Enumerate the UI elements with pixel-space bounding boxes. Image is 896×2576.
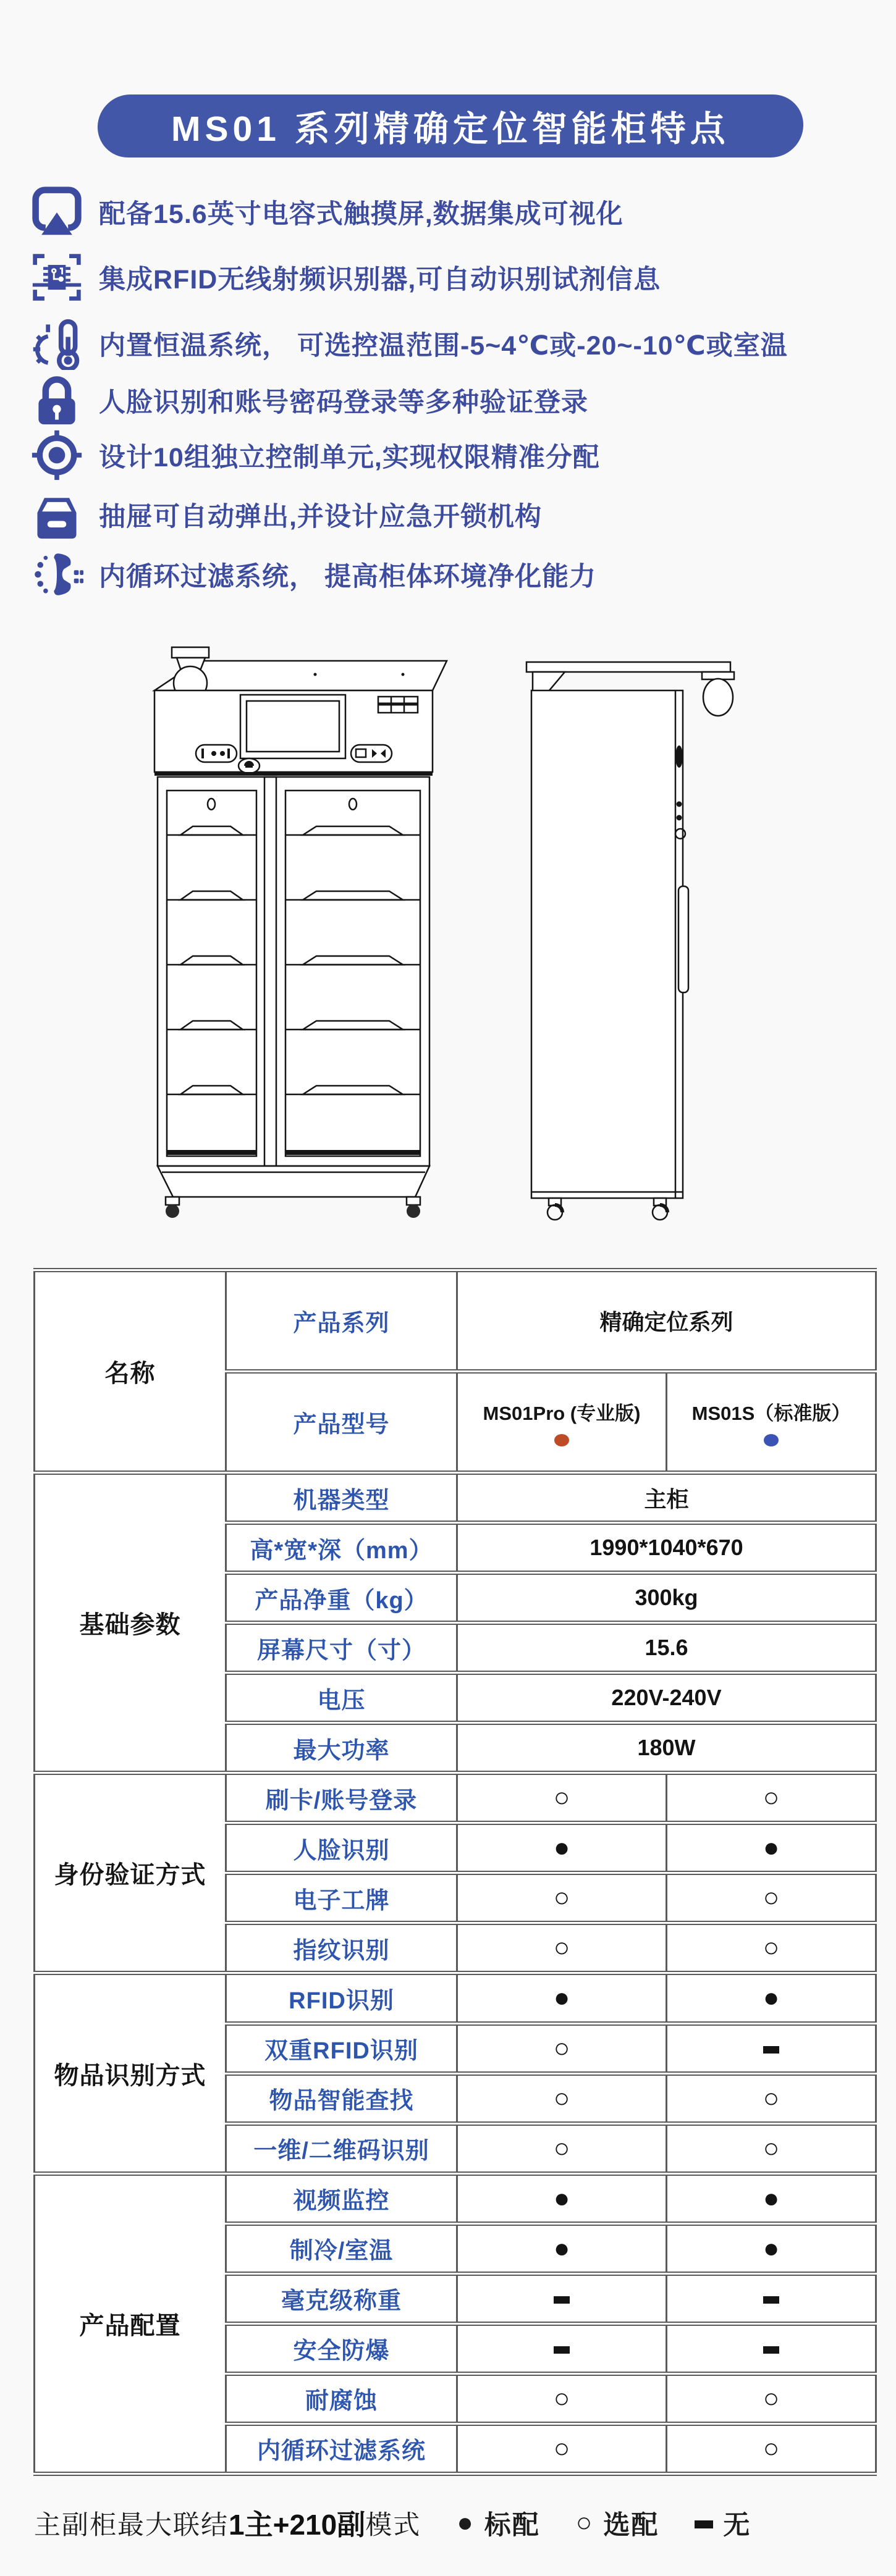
optional-symbol: ○ bbox=[553, 1882, 570, 1913]
none-symbol bbox=[554, 2346, 570, 2354]
model-name: MS01Pro (专业版) bbox=[483, 1403, 641, 1425]
value-cell: 180W bbox=[457, 1723, 876, 1773]
param-label: 一维/二维码识别 bbox=[226, 2123, 457, 2173]
param-label: 产品系列 bbox=[226, 1270, 457, 1372]
pro-symbol-cell bbox=[457, 2323, 667, 2373]
param-label: 人脸识别 bbox=[226, 1823, 457, 1873]
value-cell: 220V-240V bbox=[457, 1673, 876, 1723]
pro-symbol-cell bbox=[457, 1923, 667, 1973]
standard-symbol-cell bbox=[667, 1923, 876, 1973]
standard-symbol-cell bbox=[667, 2323, 876, 2373]
footer-legend bbox=[34, 2495, 881, 2551]
air-filter-icon bbox=[28, 546, 85, 603]
optional-symbol: ○ bbox=[553, 2083, 570, 2113]
optional-symbol: ○ bbox=[553, 2033, 570, 2063]
pro-symbol-cell bbox=[457, 2023, 667, 2073]
keyhole-drawing bbox=[239, 758, 260, 773]
legend-item-standard bbox=[457, 2504, 540, 2542]
param-label: 刷卡/账号登录 bbox=[226, 1773, 457, 1823]
optional-symbol: ○ bbox=[553, 2433, 570, 2464]
rfid-scan-icon bbox=[28, 249, 85, 306]
none-symbol bbox=[763, 2046, 779, 2054]
feature-text: 内置恒温系统， 可选控温范围-5~4℃或-20~-10℃或室温 bbox=[99, 330, 788, 361]
pro-symbol-cell bbox=[457, 2423, 667, 2473]
section-label: 产品配置 bbox=[35, 2173, 226, 2473]
standard-symbol: ● bbox=[553, 1832, 570, 1863]
standard-symbol-cell bbox=[667, 1773, 876, 1823]
feature-item bbox=[0, 248, 896, 307]
standard-symbol-cell bbox=[667, 2423, 876, 2473]
feature-text: 集成RFID无线射频识别器,可自动识别试剂信息 bbox=[99, 264, 661, 295]
feature-item bbox=[0, 426, 896, 485]
none-symbol bbox=[695, 2520, 713, 2528]
param-label: 视频监控 bbox=[226, 2173, 457, 2223]
pro-symbol-cell bbox=[457, 2123, 667, 2173]
table-row bbox=[35, 1773, 876, 1823]
cabinet-drawings bbox=[124, 642, 742, 1226]
legend-item-label: 选配 bbox=[603, 2510, 659, 2540]
value-cell: 15.6 bbox=[457, 1623, 876, 1673]
standard-symbol: ● bbox=[553, 1982, 570, 2013]
side-view-cabinet-drawing bbox=[526, 662, 734, 1220]
param-label: 内循环过滤系统 bbox=[226, 2423, 457, 2473]
param-label: RFID识别 bbox=[226, 1973, 457, 2023]
pro-symbol-cell bbox=[457, 2273, 667, 2323]
pro-symbol-cell bbox=[457, 2373, 667, 2423]
feature-item bbox=[0, 371, 896, 430]
standard-symbol-cell bbox=[667, 2273, 876, 2323]
model-color-dot bbox=[764, 1434, 779, 1446]
touchscreen-icon bbox=[28, 183, 85, 240]
optional-symbol: ○ bbox=[763, 2133, 780, 2163]
drawer-icon bbox=[28, 486, 85, 543]
spec-table bbox=[33, 1268, 877, 2476]
param-label: 最大功率 bbox=[226, 1723, 457, 1773]
pro-symbol-cell bbox=[457, 2223, 667, 2273]
standard-symbol-cell bbox=[667, 1823, 876, 1873]
standard-symbol-cell bbox=[667, 2123, 876, 2173]
none-symbol bbox=[554, 2296, 570, 2304]
optional-symbol: ○ bbox=[763, 2083, 780, 2113]
optional-symbol: ○ bbox=[553, 2383, 570, 2414]
table-row bbox=[35, 1973, 876, 2023]
section-label: 物品识别方式 bbox=[35, 1973, 226, 2173]
none-symbol bbox=[695, 2509, 713, 2536]
none-symbol bbox=[763, 2296, 779, 2304]
optional-symbol: ○ bbox=[575, 2507, 594, 2538]
standard-symbol: ● bbox=[763, 2233, 780, 2263]
feature-text: 人脸识别和账号密码登录等多种验证登录 bbox=[99, 387, 588, 417]
standard-symbol: ● bbox=[553, 2233, 570, 2263]
feature-text: 内循环过滤系统， 提高柜体环境净化能力 bbox=[99, 561, 596, 592]
optional-symbol: ○ bbox=[763, 1932, 780, 1963]
section-label: 身份验证方式 bbox=[35, 1773, 226, 1973]
header-banner bbox=[96, 94, 805, 157]
table-row bbox=[35, 2173, 876, 2223]
standard-symbol-cell bbox=[667, 2223, 876, 2273]
section-label: 基础参数 bbox=[35, 1473, 226, 1773]
optional-symbol: ○ bbox=[553, 2133, 570, 2163]
feature-item bbox=[0, 182, 896, 241]
standard-symbol: ● bbox=[457, 2507, 475, 2538]
section-label-name: 名称 bbox=[35, 1270, 226, 1473]
standard-symbol-cell bbox=[667, 2073, 876, 2123]
standard-symbol: ● bbox=[763, 2183, 780, 2213]
param-label: 指纹识别 bbox=[226, 1923, 457, 1973]
legend-suffix: 模式 bbox=[365, 2510, 421, 2540]
value-cell: 精确定位系列 bbox=[457, 1270, 876, 1372]
pro-symbol-cell bbox=[457, 2173, 667, 2223]
table-row bbox=[35, 1270, 876, 1372]
legend-item-optional bbox=[576, 2504, 659, 2542]
feature-text: 设计10组独立控制单元,实现权限精准分配 bbox=[99, 442, 600, 472]
table-row bbox=[35, 1473, 876, 1523]
legend-item-label: 无 bbox=[723, 2510, 751, 2540]
feature-text: 抽屉可自动弹出,并设计应急开锁机构 bbox=[99, 501, 542, 532]
lock-icon bbox=[28, 372, 85, 429]
standard-symbol-cell bbox=[667, 1873, 876, 1923]
param-label: 物品智能查找 bbox=[226, 2073, 457, 2123]
feature-text: 配备15.6英寸电容式触摸屏,数据集成可视化 bbox=[99, 199, 623, 229]
standard-symbol-cell bbox=[667, 1973, 876, 2023]
param-label: 耐腐蚀 bbox=[226, 2373, 457, 2423]
pro-symbol-cell bbox=[457, 1823, 667, 1873]
front-view-cabinet-drawing bbox=[154, 647, 447, 1218]
pro-symbol-cell bbox=[457, 1873, 667, 1923]
optional-symbol: ○ bbox=[763, 2433, 780, 2464]
target-icon bbox=[28, 427, 85, 484]
param-label: 电压 bbox=[226, 1673, 457, 1723]
legend-mode-bold: 1主+210副 bbox=[229, 2509, 366, 2541]
param-label: 屏幕尺寸（寸） bbox=[226, 1623, 457, 1673]
pro-symbol-cell bbox=[457, 1973, 667, 2023]
param-label: 高*宽*深（mm） bbox=[226, 1523, 457, 1573]
param-label: 安全防爆 bbox=[226, 2323, 457, 2373]
optional-symbol: ○ bbox=[553, 1932, 570, 1963]
standard-symbol-cell bbox=[667, 2173, 876, 2223]
pro-symbol-cell bbox=[457, 2073, 667, 2123]
param-label: 产品型号 bbox=[226, 1372, 457, 1473]
param-label: 电子工牌 bbox=[226, 1873, 457, 1923]
legend-item-label: 标配 bbox=[484, 2510, 540, 2540]
feature-item bbox=[0, 485, 896, 544]
optional-symbol: ○ bbox=[553, 1782, 570, 1813]
legend-prefix: 主副柜最大联结 bbox=[34, 2510, 229, 2540]
legend-item-none bbox=[695, 2504, 751, 2542]
feature-item bbox=[0, 314, 896, 373]
model-color-dot bbox=[554, 1434, 569, 1446]
front-base-casters-drawing bbox=[158, 1166, 429, 1218]
pro-symbol-cell bbox=[457, 1773, 667, 1823]
page-title: MS01 系列精确定位智能柜特点 bbox=[171, 109, 730, 149]
optional-symbol: ○ bbox=[763, 1882, 780, 1913]
standard-symbol-cell bbox=[667, 2023, 876, 2073]
model-cell-standard bbox=[667, 1372, 876, 1473]
value-cell: 1990*1040*670 bbox=[457, 1523, 876, 1573]
optional-symbol: ○ bbox=[763, 2383, 780, 2414]
param-label: 机器类型 bbox=[226, 1473, 457, 1523]
param-label: 双重RFID识别 bbox=[226, 2023, 457, 2073]
param-label: 产品净重（kg） bbox=[226, 1573, 457, 1623]
model-name: MS01S（标准版） bbox=[691, 1403, 851, 1425]
standard-symbol: ● bbox=[553, 2183, 570, 2213]
standard-symbol: ● bbox=[763, 1832, 780, 1863]
param-label: 制冷/室温 bbox=[226, 2223, 457, 2273]
none-symbol bbox=[763, 2346, 779, 2354]
param-label: 毫克级称重 bbox=[226, 2273, 457, 2323]
value-cell: 300kg bbox=[457, 1573, 876, 1623]
standard-symbol-cell bbox=[667, 2373, 876, 2423]
optional-symbol: ○ bbox=[763, 1782, 780, 1813]
feature-item bbox=[0, 545, 896, 604]
model-cell-pro bbox=[457, 1372, 667, 1473]
value-cell: 主柜 bbox=[457, 1473, 876, 1523]
thermometer-icon bbox=[28, 315, 85, 372]
standard-symbol: ● bbox=[763, 1982, 780, 2013]
